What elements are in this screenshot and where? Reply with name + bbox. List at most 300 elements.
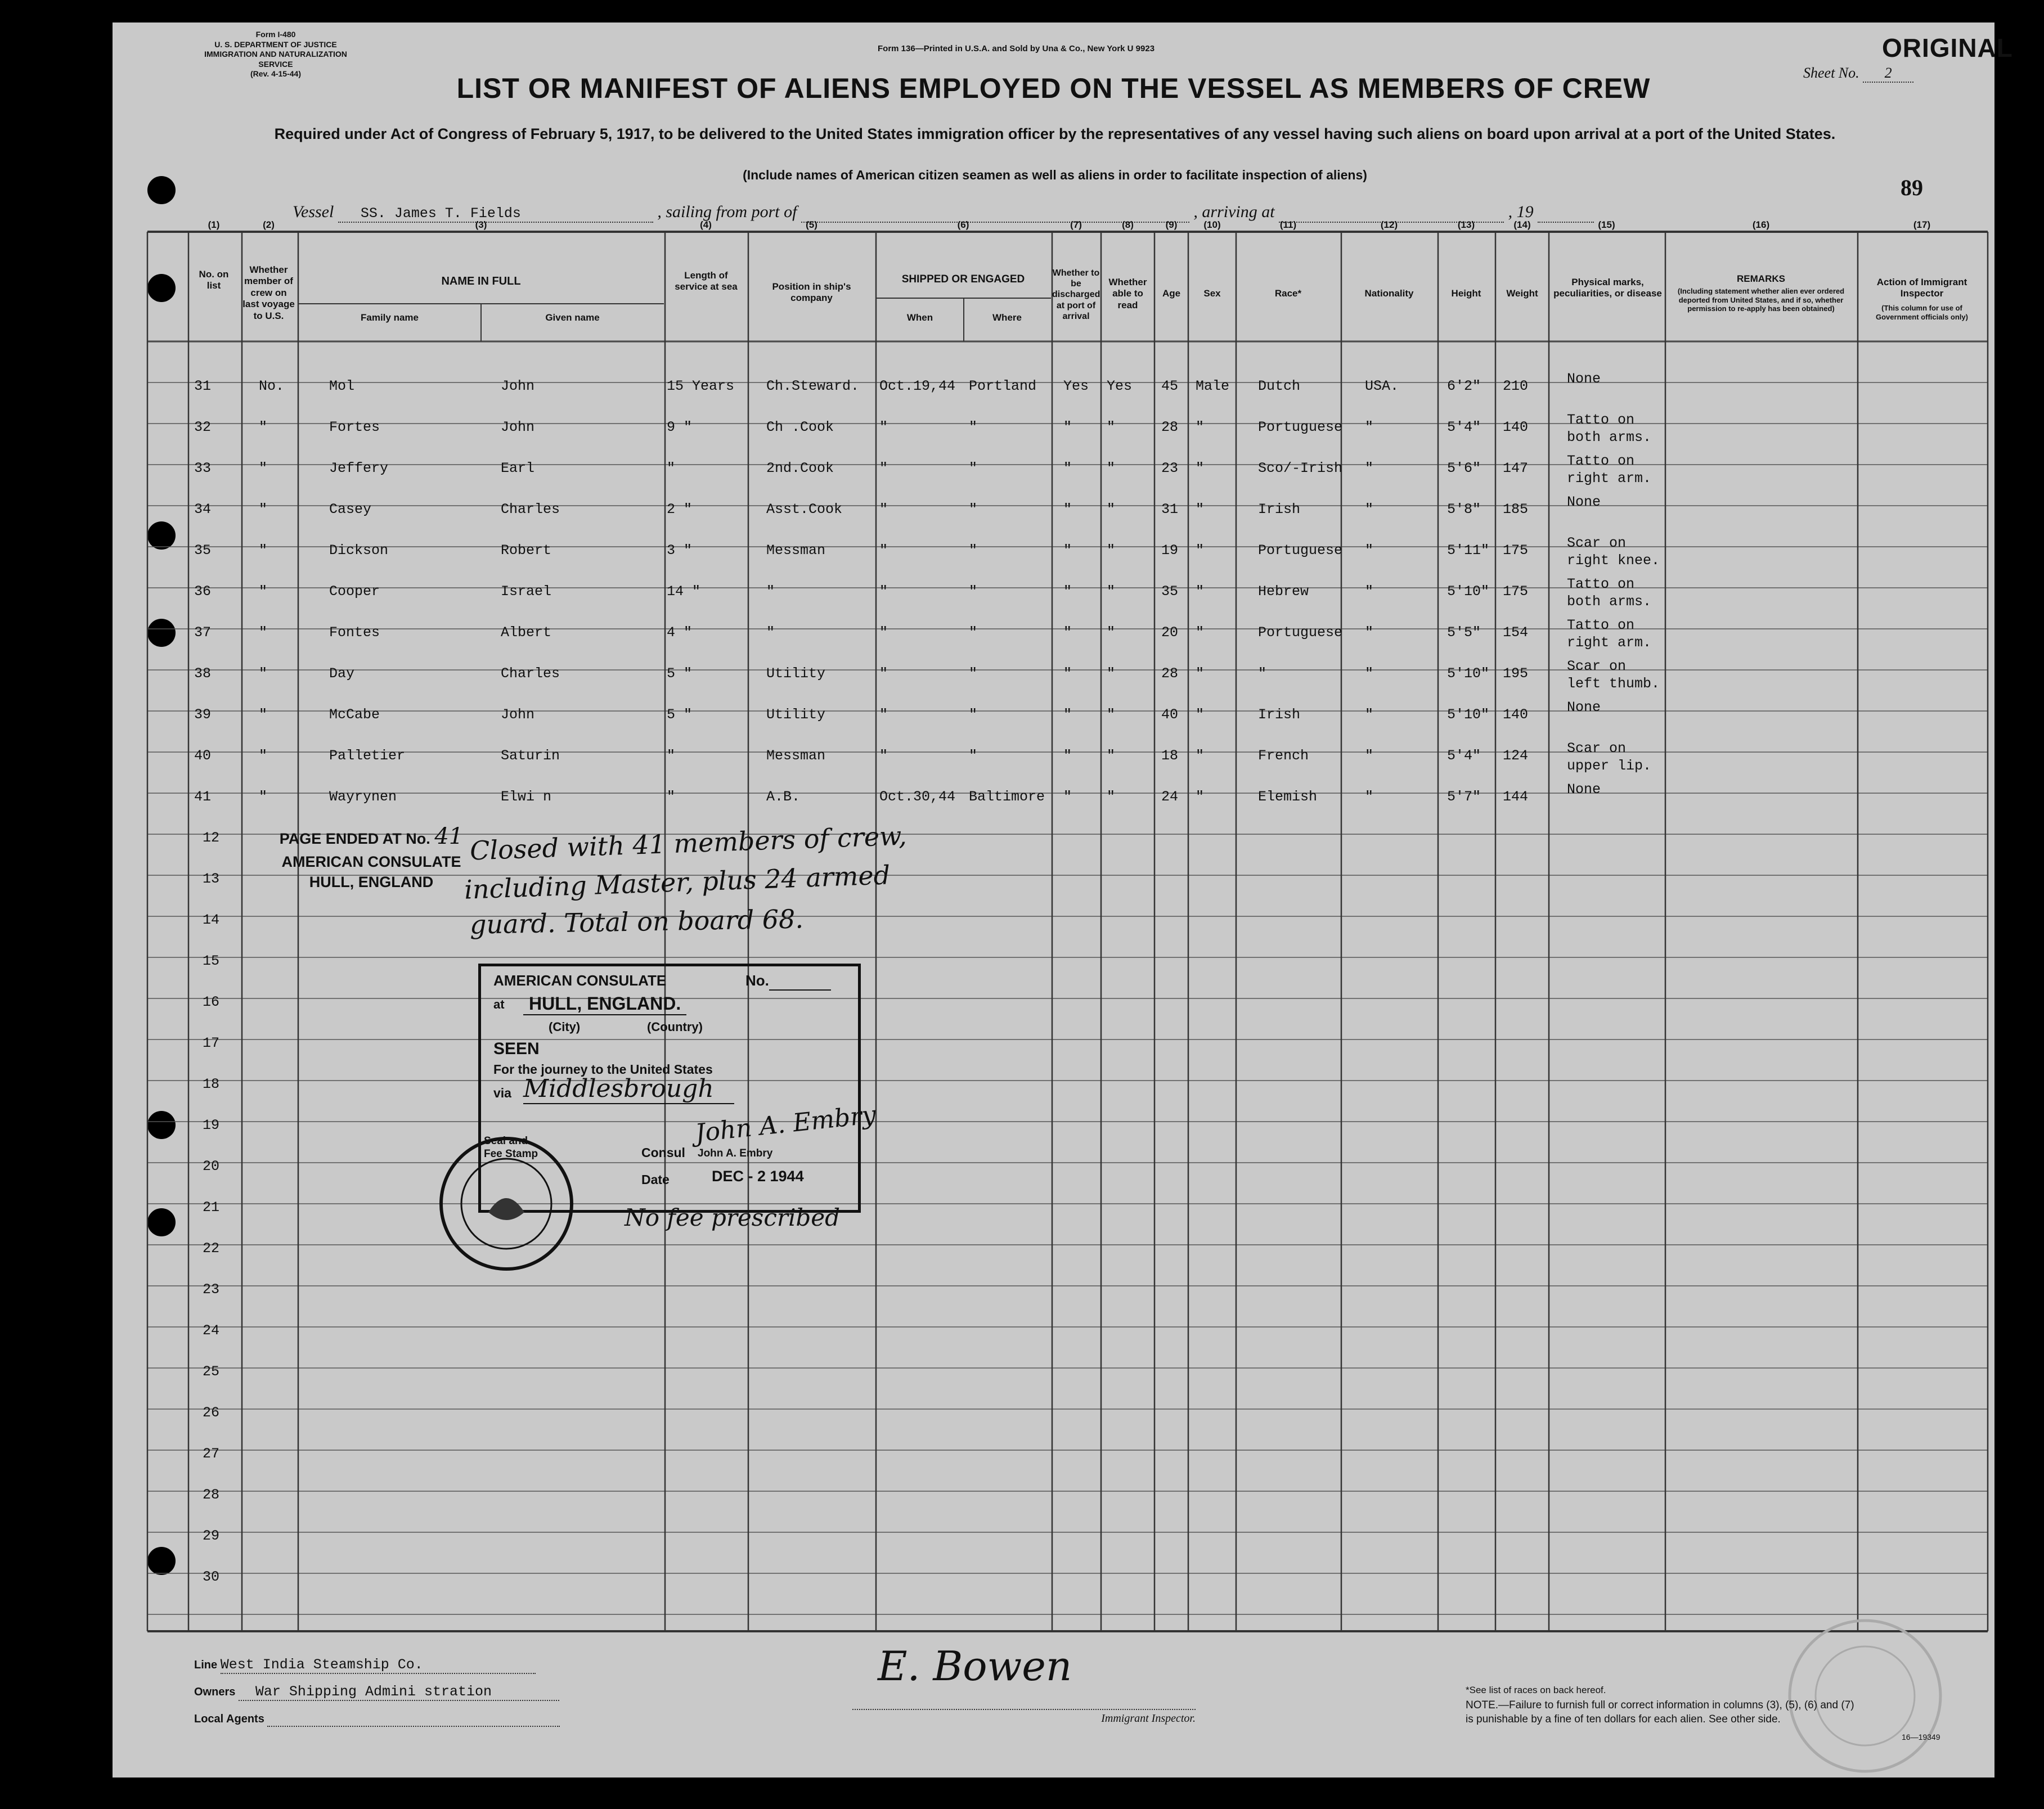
stamp-country-label: (Country) [647, 1020, 703, 1034]
col-head-position: Position in ship's company [772, 281, 851, 304]
weight-cell: 185 [1503, 501, 1529, 518]
note-line-2: including Master, plus 24 armed [464, 860, 891, 905]
shipped-where-cell: " [969, 501, 978, 518]
col-head-weight: Weight [1506, 288, 1538, 299]
col-num-6: (6) [957, 219, 969, 230]
col-num-16: (16) [1752, 219, 1770, 230]
blank-row-number: 13 [203, 871, 220, 887]
vessel-label: Vessel [293, 202, 334, 221]
height-cell: 5'10" [1447, 665, 1490, 682]
last-voyage-cell: " [259, 748, 268, 764]
col-num-17: (17) [1913, 219, 1931, 230]
position-cell: Utility [766, 665, 826, 682]
position-cell: Utility [766, 706, 826, 723]
age-cell: 24 [1161, 789, 1179, 805]
col-head-given: Given name [545, 312, 600, 323]
page-number: 89 [1901, 175, 1923, 200]
row-number-cell: 38 [194, 665, 212, 682]
shipped-where-cell: " [969, 624, 978, 641]
last-voyage-cell: " [259, 706, 268, 723]
nationality-cell: " [1365, 748, 1374, 764]
sex-cell: " [1196, 665, 1205, 682]
stamp-no-label: No. [745, 972, 769, 989]
stamp-seal-label: Seal and Fee Stamp [484, 1135, 538, 1160]
service-length-cell: 2 " [667, 501, 693, 518]
family-name-cell: Mol [329, 378, 355, 394]
given-name-cell: Albert [501, 624, 552, 641]
stamp-seen: SEEN [493, 1040, 540, 1058]
stamp-via: Middlesbrough [523, 1074, 734, 1104]
col-num-15: (15) [1598, 219, 1615, 230]
page-ended-line [276, 821, 467, 852]
discharged-cell: " [1063, 706, 1072, 723]
footer-agents-field [194, 1713, 560, 1727]
shipped-when-cell: " [879, 624, 888, 641]
nationality-cell: " [1365, 501, 1374, 518]
page-ended-label: PAGE ENDED AT No. [279, 830, 430, 847]
weight-cell: 210 [1503, 378, 1529, 394]
vessel-name: SS. James T. Fields [338, 205, 653, 223]
sex-cell: " [1196, 460, 1205, 476]
row-number-cell: 33 [194, 460, 212, 476]
given-name-cell: John [501, 378, 535, 394]
family-name-cell: Casey [329, 501, 372, 518]
last-voyage-cell: " [259, 789, 268, 805]
blank-row-number: 16 [203, 994, 220, 1010]
col-head-height: Height [1451, 288, 1481, 299]
last-voyage-cell: " [259, 665, 268, 682]
footer-owners-label: Owners [194, 1686, 236, 1698]
footer-agents-label: Local Agents [194, 1713, 264, 1725]
form-number: Form I-480 [255, 30, 296, 39]
footer-line-label: Line [194, 1659, 218, 1671]
sex-cell: " [1196, 419, 1205, 435]
row-number-cell: 35 [194, 542, 212, 559]
stamp-no [745, 972, 831, 991]
sheet-number: 2 [1863, 65, 1913, 83]
row-number-cell: 31 [194, 378, 212, 394]
col-num-7: (7) [1070, 219, 1082, 230]
shipped-where-cell: " [969, 542, 978, 559]
age-cell: 35 [1161, 583, 1179, 600]
blank-row-number: 21 [203, 1199, 220, 1216]
last-voyage-cell: " [259, 624, 268, 641]
blank-row-number: 14 [203, 912, 220, 928]
shipped-when-cell: " [879, 419, 888, 435]
col-num-9: (9) [1165, 219, 1178, 230]
last-voyage-cell: " [259, 460, 268, 476]
col-head-action: Action of Immigrant Inspector [1876, 277, 1967, 299]
blank-row-number: 24 [203, 1322, 220, 1339]
shipped-where-cell: " [969, 583, 978, 600]
height-cell: 6'2" [1447, 378, 1481, 394]
agency-service: IMMIGRATION AND NATURALIZATION SERVICE [204, 50, 347, 69]
blank-row-number: 19 [203, 1117, 220, 1133]
row-number-cell: 39 [194, 706, 212, 723]
handwritten-closing-note [464, 820, 908, 940]
discharged-cell: " [1063, 583, 1072, 600]
able-to-read-cell: " [1107, 665, 1116, 682]
row-number-cell: 32 [194, 419, 212, 435]
col-num-13: (13) [1457, 219, 1475, 230]
last-voyage-cell: " [259, 583, 268, 600]
stamp-via-label: via [493, 1086, 511, 1100]
blank-row-number: 15 [203, 953, 220, 969]
able-to-read-cell: " [1107, 706, 1116, 723]
stamp-journey: For the journey to the United States [493, 1062, 713, 1077]
height-cell: 5'8" [1447, 501, 1481, 518]
able-to-read-cell: " [1107, 789, 1116, 805]
age-cell: 19 [1161, 542, 1179, 559]
footer-line-field [194, 1657, 536, 1674]
weight-cell: 147 [1503, 460, 1529, 476]
sex-cell: " [1196, 501, 1205, 518]
shipped-where-cell: " [969, 460, 978, 476]
penalty-note: NOTE.—Failure to furnish full or correct information in columns (3), (5), (6) and (7) is punishable by a fine of ten dollars for each alien. See other side. [1466, 1699, 1854, 1725]
blank-row-number: 23 [203, 1281, 220, 1298]
position-cell: Messman [766, 748, 826, 764]
family-name-cell: Cooper [329, 583, 380, 600]
able-to-read-cell: " [1107, 542, 1116, 559]
service-length-cell: 3 " [667, 542, 693, 559]
position-cell: 2nd.Cook [766, 460, 834, 476]
col-head-service: Length of service at sea [675, 270, 738, 292]
blank-row-number: 28 [203, 1487, 220, 1503]
physical-marks-cell: None [1567, 699, 1601, 716]
shipped-where-cell: " [969, 665, 978, 682]
page-ended-number: 41 [434, 824, 464, 849]
discharged-cell: " [1063, 419, 1072, 435]
discharged-cell: " [1063, 789, 1072, 805]
blank-row-number: 26 [203, 1405, 220, 1421]
agency-name: U. S. DEPARTMENT OF JUSTICE [214, 39, 337, 49]
race-cell: French [1258, 748, 1309, 764]
nationality-cell: " [1365, 624, 1374, 641]
no-fee-note: No fee prescribed [625, 1204, 841, 1231]
col-head-remarks-note: (Including statement whether alien ever ordered deported from United States, and if so, whether permission to re-apply has been obtained) [1677, 287, 1845, 313]
col-head-marks: Physical marks, peculiarities, or disease [1553, 277, 1662, 299]
sex-cell: " [1196, 542, 1205, 559]
discharged-cell: " [1063, 501, 1072, 518]
weight-cell: 175 [1503, 583, 1529, 600]
sailing-label: , sailing from port of [657, 202, 797, 221]
sex-cell: " [1196, 624, 1205, 641]
position-cell: Ch.Steward. [766, 378, 860, 394]
height-cell: 5'4" [1447, 748, 1481, 764]
col-head-where: Where [992, 312, 1022, 323]
race-cell: Dutch [1258, 378, 1301, 394]
blank-row-number: 22 [203, 1240, 220, 1257]
given-name-cell: Israel [501, 583, 552, 600]
col-num-10: (10) [1203, 219, 1221, 230]
family-name-cell: Dickson [329, 542, 389, 559]
last-voyage-cell: " [259, 419, 268, 435]
sex-cell: Male [1196, 378, 1230, 394]
height-cell: 5'4" [1447, 419, 1481, 435]
discharged-cell: " [1063, 460, 1072, 476]
service-length-cell: 9 " [667, 419, 693, 435]
nationality-cell: " [1365, 665, 1374, 682]
given-name-cell: Elwi n [501, 789, 552, 805]
position-cell: " [766, 624, 775, 641]
physical-marks-cell: Scar on right knee. [1567, 535, 1660, 569]
race-cell: Portuguese [1258, 542, 1343, 559]
stamp-date: DEC - 2 1944 [712, 1168, 804, 1185]
height-cell: 5'7" [1447, 789, 1481, 805]
family-name-cell: Fontes [329, 624, 380, 641]
service-length-cell: 5 " [667, 665, 693, 682]
weight-cell: 140 [1503, 706, 1529, 723]
col-head-action-note: (This column for use of Government officials only) [1876, 304, 1968, 321]
position-cell: A.B. [766, 789, 801, 805]
family-name-cell: Palletier [329, 748, 406, 764]
col-num-12: (12) [1380, 219, 1398, 230]
age-cell: 28 [1161, 419, 1179, 435]
col-num-3: (3) [475, 219, 487, 230]
weight-cell: 195 [1503, 665, 1529, 682]
note-line-3: guard. Total on board 68. [469, 903, 804, 940]
height-cell: 5'11" [1447, 542, 1490, 559]
col-head-remarks: REMARKS [1737, 273, 1785, 284]
nationality-cell: " [1365, 789, 1374, 805]
sex-cell: " [1196, 748, 1205, 764]
weight-cell: 144 [1503, 789, 1529, 805]
blank-row-number: 30 [203, 1569, 220, 1585]
physical-marks-cell: Tatto on right arm. [1567, 453, 1652, 487]
given-name-cell: Charles [501, 501, 560, 518]
sheet-label: Sheet No. [1803, 65, 1859, 81]
stamp-consul-typed: John A. Embry [698, 1148, 773, 1159]
inspector-signature: E. Bowen [878, 1642, 1072, 1690]
height-cell: 5'10" [1447, 583, 1490, 600]
col-head-no: No. on list [199, 269, 229, 291]
family-name-cell: Day [329, 665, 355, 682]
weight-cell: 140 [1503, 419, 1529, 435]
age-cell: 45 [1161, 378, 1179, 394]
page-title: LIST OR MANIFEST OF ALIENS EMPLOYED ON THE VESSEL AS MEMBERS OF CREW [456, 73, 1651, 104]
see-list-note: *See list of races on back hereof. [1466, 1685, 1606, 1695]
col-num-4: (4) [700, 219, 712, 230]
col-head-last-voyage: Whether member of crew on last voyage to U.S. [242, 264, 295, 321]
blank-row-number: 27 [203, 1446, 220, 1462]
weight-cell: 124 [1503, 748, 1529, 764]
col-head-name: NAME IN FULL [441, 275, 521, 287]
stamp-place: HULL, ENGLAND. [523, 993, 686, 1015]
col-num-5: (5) [806, 219, 817, 230]
given-name-cell: Saturin [501, 748, 560, 764]
blank-row-number: 17 [203, 1035, 220, 1051]
footer-owners-field [194, 1684, 559, 1701]
footer-owners-value: War Shipping Admini stration [239, 1684, 559, 1701]
printer-line: Form 136—Printed in U.S.A. and Sold by Una & Co., New York U 9923 [878, 44, 1155, 53]
stamp-date-label: Date [641, 1172, 670, 1187]
shipped-where-cell: Portland [969, 378, 1037, 394]
row-number-cell: 41 [194, 789, 212, 805]
sex-cell: " [1196, 789, 1205, 805]
nationality-cell: " [1365, 460, 1374, 476]
physical-marks-cell: Scar on left thumb. [1567, 658, 1660, 692]
race-cell: Irish [1258, 706, 1301, 723]
physical-marks-cell: None [1567, 781, 1601, 798]
note-line-1: Closed with 41 members of crew, [469, 820, 908, 866]
given-name-cell: Earl [501, 460, 535, 476]
physical-marks-cell: Tatto on both arms. [1567, 412, 1652, 446]
col-head-age: Age [1162, 288, 1181, 299]
height-cell: 5'5" [1447, 624, 1481, 641]
discharged-cell: " [1063, 624, 1072, 641]
able-to-read-cell: " [1107, 748, 1116, 764]
col-head-discharged: Whether to be discharged at port of arrival [1052, 268, 1100, 321]
family-name-cell: Jeffery [329, 460, 389, 476]
race-cell: Irish [1258, 501, 1301, 518]
stamp-consul-label: Consul [641, 1145, 685, 1160]
able-to-read-cell: " [1107, 419, 1116, 435]
able-to-read-cell: Yes [1107, 378, 1133, 394]
last-voyage-cell: No. [259, 378, 285, 394]
height-cell: 5'10" [1447, 706, 1490, 723]
shipped-when-cell: " [879, 748, 888, 764]
position-cell: Ch .Cook [766, 419, 834, 435]
age-cell: 20 [1161, 624, 1179, 641]
row-number-cell: 40 [194, 748, 212, 764]
col-head-when: When [906, 312, 933, 323]
physical-marks-cell: Tatto on both arms. [1567, 576, 1652, 610]
stamp-at-label: at [493, 997, 505, 1011]
race-cell: Portuguese [1258, 419, 1343, 435]
given-name-cell: Charles [501, 665, 560, 682]
page-subtitle: Required under Act of Congress of February 5, 1917, to be delivered to the United States immigration officer by the representatives of any vessel having such aliens on board upon arrival at a port of the United States. [274, 125, 1836, 142]
age-cell: 40 [1161, 706, 1179, 723]
col-head-sex: Sex [1203, 288, 1221, 299]
blank-row-number: 18 [203, 1076, 220, 1092]
inspector-label: Immigrant Inspector. [852, 1709, 1196, 1725]
row-number-cell: 34 [194, 501, 212, 518]
year-label: , 19 [1508, 202, 1534, 221]
faint-seal [1781, 1612, 1949, 1780]
shipped-when-cell: " [879, 501, 888, 518]
shipped-where-cell: " [969, 706, 978, 723]
weight-cell: 154 [1503, 624, 1529, 641]
discharged-cell: " [1063, 542, 1072, 559]
discharged-cell: Yes [1063, 378, 1089, 394]
blank-row-number: 20 [203, 1158, 220, 1174]
physical-marks-cell: Tatto on right arm. [1567, 617, 1652, 651]
service-length-cell: " [667, 789, 676, 805]
nationality-cell: " [1365, 583, 1374, 600]
service-length-cell: 15 Years [667, 378, 735, 394]
col-head-race: Race* [1274, 288, 1302, 299]
form-revision: (Rev. 4-15-44) [250, 69, 301, 78]
col-head-nationality: Nationality [1364, 288, 1414, 299]
age-cell: 31 [1161, 501, 1179, 518]
physical-marks-cell: None [1567, 371, 1601, 387]
consul-signature: John A. Embry [694, 1100, 878, 1148]
shipped-where-cell: " [969, 419, 978, 435]
service-length-cell: 4 " [667, 624, 693, 641]
col-num-14: (14) [1513, 219, 1531, 230]
shipped-where-cell: " [969, 748, 978, 764]
given-name-cell: John [501, 419, 535, 435]
nationality-cell: " [1365, 542, 1374, 559]
position-cell: " [766, 583, 775, 600]
weight-cell: 175 [1503, 542, 1529, 559]
physical-marks-cell: None [1567, 494, 1601, 510]
arriving-label: , arriving at [1193, 202, 1275, 221]
shipped-when-cell: " [879, 542, 888, 559]
last-voyage-cell: " [259, 501, 268, 518]
age-cell: 28 [1161, 665, 1179, 682]
shipped-where-cell: Baltimore [969, 789, 1045, 805]
consulate-seal [428, 1131, 585, 1277]
last-voyage-cell: " [259, 542, 268, 559]
race-cell: " [1258, 665, 1267, 682]
sex-cell: " [1196, 583, 1205, 600]
position-cell: Asst.Cook [766, 501, 843, 518]
service-length-cell: 5 " [667, 706, 693, 723]
discharged-cell: " [1063, 748, 1072, 764]
blank-row-number: 29 [203, 1528, 220, 1544]
able-to-read-cell: " [1107, 624, 1116, 641]
col-num-1: (1) [208, 219, 220, 230]
height-cell: 5'6" [1447, 460, 1481, 476]
nationality-cell: USA. [1365, 378, 1399, 394]
age-cell: 18 [1161, 748, 1179, 764]
col-num-8: (8) [1122, 219, 1134, 230]
col-num-2: (2) [263, 219, 275, 230]
col-head-read: Whether able to read [1108, 277, 1147, 310]
age-cell: 23 [1161, 460, 1179, 476]
sex-cell: " [1196, 706, 1205, 723]
row-number-cell: 37 [194, 624, 212, 641]
page-ended-stamp [276, 821, 467, 893]
page-ended-place: HULL, ENGLAND [309, 874, 434, 891]
race-cell: Portuguese [1258, 624, 1343, 641]
race-cell: Elemish [1258, 789, 1318, 805]
shipped-when-cell: " [879, 706, 888, 723]
stamp-title: AMERICAN CONSULATE [493, 972, 667, 989]
position-cell: Messman [766, 542, 826, 559]
nationality-cell: " [1365, 706, 1374, 723]
physical-marks-cell: Scar on upper lip. [1567, 740, 1652, 775]
family-name-cell: Wayrynen [329, 789, 397, 805]
family-name-cell: Fortes [329, 419, 380, 435]
nationality-cell: " [1365, 419, 1374, 435]
discharged-cell: " [1063, 665, 1072, 682]
include-note: (Include names of American citizen seamen as well as aliens in order to facilitate inspection of aliens) [743, 168, 1367, 182]
family-name-cell: McCabe [329, 706, 380, 723]
page-ended-consulate: AMERICAN CONSULATE [281, 853, 461, 870]
race-cell: Sco/-Irish [1258, 460, 1343, 476]
service-length-cell: 14 " [667, 583, 701, 600]
given-name-cell: John [501, 706, 535, 723]
shipped-when-cell: Oct.30,44 [879, 789, 956, 805]
col-num-11: (11) [1279, 219, 1297, 230]
footer-line-value: West India Steamship Co. [221, 1657, 536, 1674]
stamp-city-label: (City) [549, 1020, 581, 1034]
service-length-cell: " [667, 460, 676, 476]
col-head-shipped: SHIPPED OR ENGAGED [901, 273, 1025, 285]
able-to-read-cell: " [1107, 501, 1116, 518]
able-to-read-cell: " [1107, 460, 1116, 476]
shipped-when-cell: Oct.19,44 [879, 378, 956, 394]
col-head-family: Family name [361, 312, 419, 323]
shipped-when-cell: " [879, 460, 888, 476]
given-name-cell: Robert [501, 542, 552, 559]
shipped-when-cell: " [879, 583, 888, 600]
form-code: 16—19349 [1902, 1732, 1940, 1742]
race-cell: Hebrew [1258, 583, 1309, 600]
blank-row-number: 12 [203, 830, 220, 846]
